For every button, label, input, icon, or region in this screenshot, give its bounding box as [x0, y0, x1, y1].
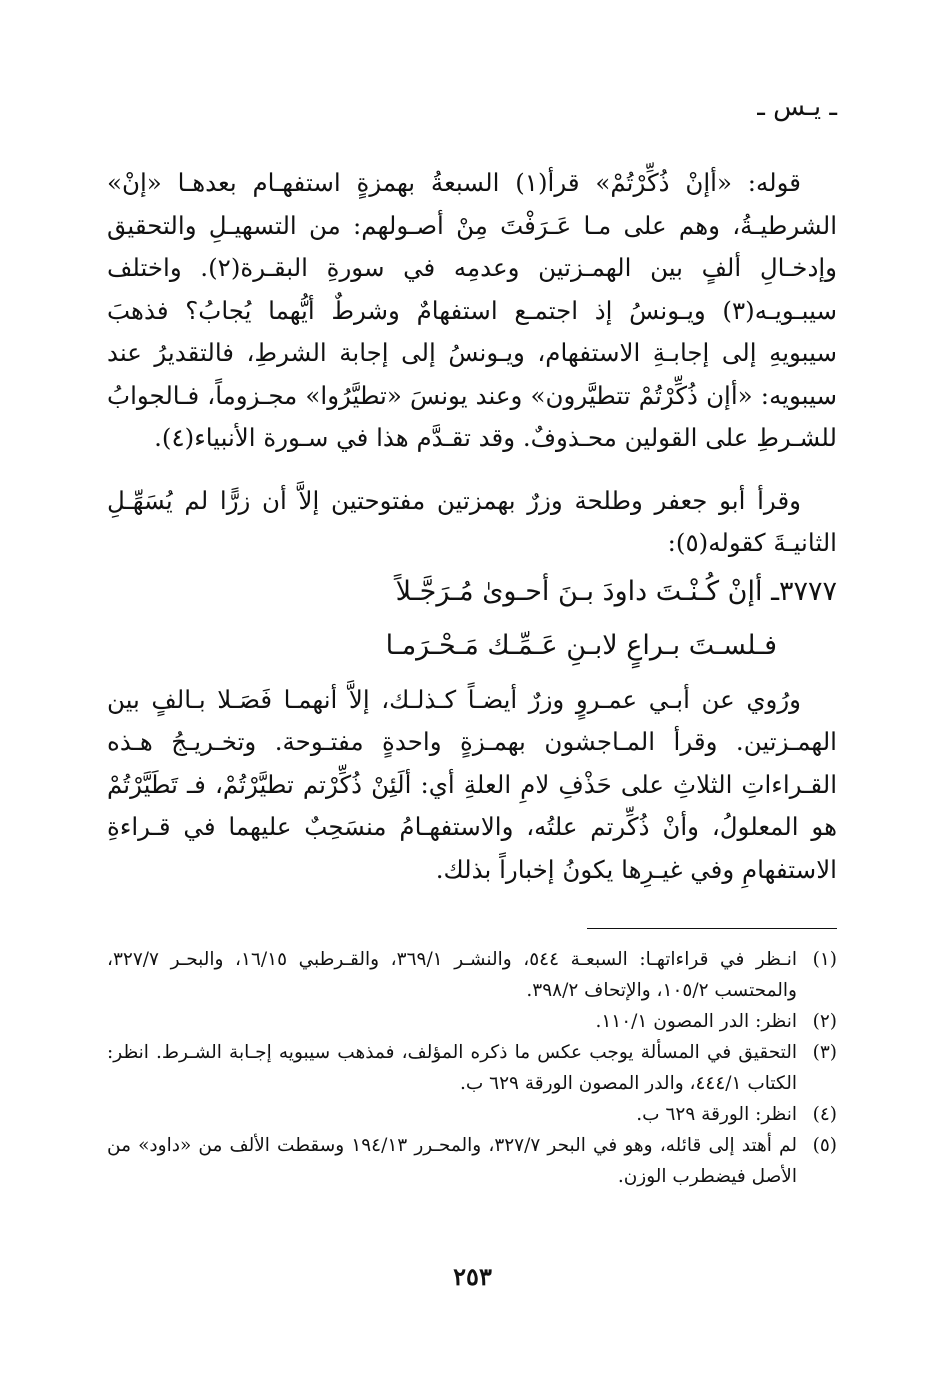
verse-number: ٣٧٧٧ـ — [771, 575, 837, 607]
verse-line-2: فـلسـتَ بـراعٍ لابـنِ عَـمِّـك مَـحْـرَمـا — [385, 629, 777, 661]
footnote-text: التحقيق في المسألة يوجب عكس ما ذكره المؤلف، فمذهب سيبويه إجـابة الشـرط. انظر: الكتاب ٤٤٤/١، والدر المصون الورقة ٦٢٩ ب. — [107, 1042, 797, 1094]
main-text — [107, 162, 837, 891]
footnote-number: (٢) — [812, 1011, 837, 1032]
poetry-verse — [107, 565, 837, 673]
footnote-number: (١) — [812, 949, 837, 970]
footnote-item — [107, 1037, 837, 1099]
paragraph-2: وقرأ أبو جعفر وطلحة وزرٌ بهمزتين مفتوحتين إلاَّ أن زرًّا لم يُسَهِّـلِ الثانيـةَ كقوله(٥): — [107, 485, 837, 557]
footnotes — [107, 944, 837, 1192]
footnote-item — [107, 944, 837, 1006]
footnote-number: (٥) — [812, 1135, 837, 1156]
page-number: ٢٥٣ — [453, 1262, 492, 1291]
paragraph-1: قوله: «أإنْ ذُكِّرْتُمْ» قرأ(١) السبعةُ بهمزةٍ استفهـام بعدهـا «إنْ» الشرطيـةُ، وهم على مـا عَـرَفْتَ مِنْ أصـولهم: من التسهيـلِ والتحقيق وإدخـالِ ألفٍ بين الهمـزتين وعدمِه في سورةِ البقـرة(٢). واختلف سيبـويـه(٣) ويـونسُ إذ اجتمـع استفهامٌ وشرطٌ أيُّهما يُجابُ؟ فذهبَ سيبويهِ إلى إجابـةِ الاستفهام، ويـونسُ إلى إجابة الشرطِ، فالتقديرُ عند سيبويه: «أإن ذُكِّرْتُمْ تتطيَّرون» وعند يونسَ «تطيَّرُوا» مجـزوماً، فـالجوابُ للشـرطِ على القولين محـذوفٌ. وقد تقـدَّم هذا في سـورة الأنبياء(٤). — [107, 168, 837, 452]
footnote-item — [107, 1006, 837, 1037]
footnote-text: لم أهتد إلى قائله، وهو في البحر ٣٢٧/٧، والمحـرر ١٩٤/١٣ وسقطت الألف من «داود» من الأصل فيضطرب الوزن. — [107, 1135, 797, 1187]
paragraph-3: ورُوي عن أبـي عمـروٍ وزرٌ أيضـاً كـذلـك، إلاَّ أنهمـا فَصَـلا بـالفٍ بين الهمـزتين. وقرأ المـاجشون بهمـزةٍ واحدةٍ مفتـوحة. وتخـريـجُ هـذه القـراءاتِ الثلاثِ على حَذْفِ لامِ العلةِ أي: ألَئِنْ ذُكِّرْتم تطيَّرْتُمْ، فـ تَطَيَّرْتُمْ هو المعلولُ، وأنْ ذُكِّرتم علتُه، والاستفهـامُ منسَحِبٌ عليهما في قـراءةِ الاستفهامِ وفي غيـرِها يكونُ إخباراً بذلك. — [107, 684, 837, 884]
footnote-text: انظر: الدر المصون ١١٠/١. — [595, 1011, 797, 1032]
footnote-item — [107, 1099, 837, 1130]
footnote-text: انظر: الورقة ٦٢٩ ب. — [636, 1104, 797, 1125]
verse-first-hemistich — [107, 565, 837, 619]
footnote-item — [107, 1130, 837, 1192]
footnote-number: (٤) — [812, 1104, 837, 1125]
running-header: ـ يـس ـ — [757, 92, 837, 122]
footnote-separator — [587, 928, 837, 929]
footnote-text: انـظر في قراءاتهـا: السبعـة ٥٤٤، والنشـر ٣٦٩/١، والقـرطبي ١٦/١٥، والبحـر ٣٢٧/٧، والمحتسب ١٠٥/٢، والإتحاف ٣٩٨/٢. — [107, 949, 797, 1001]
verse-line-1: أإنْ كُـنْـتَ داودَ بـنَ أحـوىٰ مُـرَجَّـلاً — [395, 575, 763, 607]
footnote-number: (٣) — [812, 1042, 837, 1063]
